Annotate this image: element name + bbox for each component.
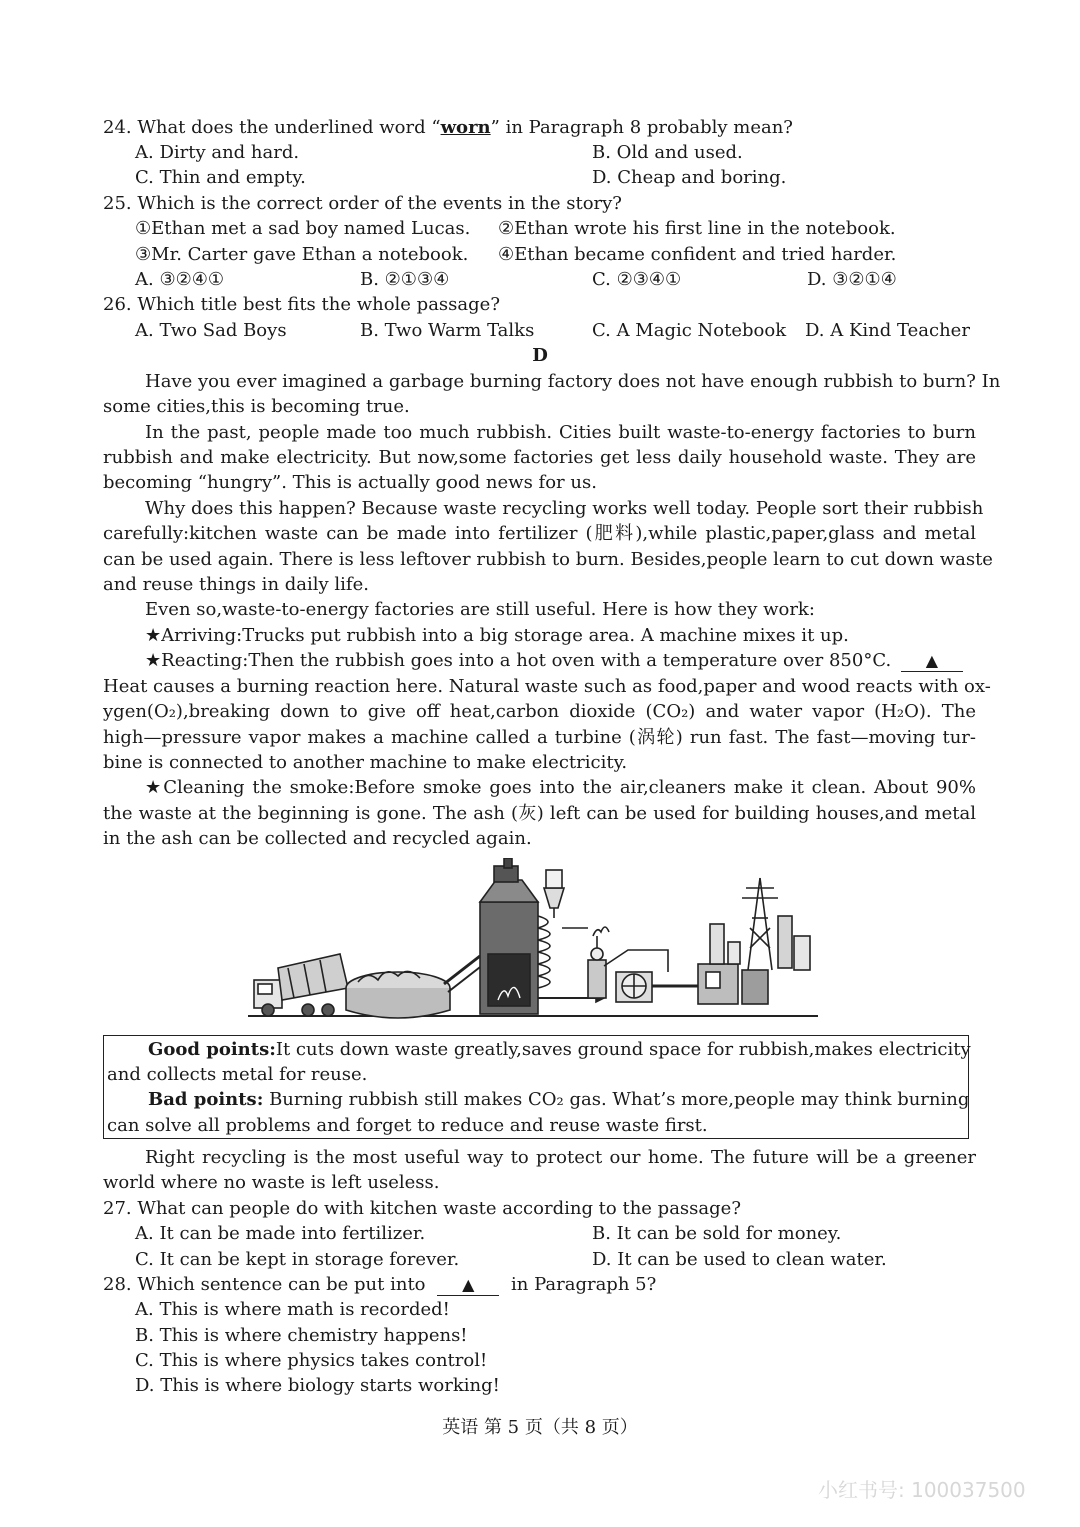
factory-illustration	[248, 858, 818, 1026]
passage-line: bine is connected to another machine to make electricity.	[103, 752, 628, 773]
passage-line: can be used again. There is less leftover rubbish to burn. Besides,people learn to cut down waste	[103, 549, 993, 570]
passage-line: ★Arriving:Trucks put rubbish into a big storage area. A machine mixes it up.	[145, 625, 849, 646]
q28-option-c: C. This is where physics takes control!	[135, 1350, 488, 1371]
section-letter: D	[532, 345, 548, 366]
q26-option-d: D. A Kind Teacher	[805, 320, 970, 341]
passage-line: world where no waste is left useless.	[103, 1172, 440, 1193]
q27-option-b: B. It can be sold for money.	[592, 1223, 842, 1244]
passage-line: becoming “hungry”. This is actually good news for us.	[103, 472, 597, 493]
passage-line: In the past, people made too much rubbish. Cities built waste-to-energy factories to burn	[145, 422, 976, 443]
q24-stem: 24. What does the underlined word “worn” in Paragraph 8 probably mean?	[103, 117, 793, 138]
passage-line: carefully:kitchen waste can be made into fertilizer (肥料),while plastic,paper,glass and metal	[103, 523, 976, 544]
q26-option-c: C. A Magic Notebook	[592, 320, 787, 341]
points-box	[103, 1035, 969, 1139]
q25-option-a: A. ③②④①	[135, 269, 224, 290]
q24-option-b: B. Old and used.	[592, 142, 743, 163]
passage-line: ygen(O₂),breaking down to give off heat,carbon dioxide (CO₂) and water vapor (H₂O). The	[103, 701, 976, 722]
passage-line: ★Cleaning the smoke:Before smoke goes into the air,cleaners make it clean. About 90%	[145, 777, 976, 798]
q26-option-a: A. Two Sad Boys	[135, 320, 287, 341]
q25-event-4: ④Ethan became confident and tried harder.	[498, 244, 897, 265]
watermark: 小红书号: 100037500	[818, 1478, 1026, 1502]
q24-option-c: C. Thin and empty.	[135, 167, 306, 188]
passage-line: Heat causes a burning reaction here. Natural waste such as food,paper and wood reacts with ox-	[103, 676, 991, 697]
passage-line: Have you ever imagined a garbage burning factory does not have enough rubbish to burn? In	[145, 371, 1001, 392]
q27-option-a: A. It can be made into fertilizer.	[135, 1223, 426, 1244]
passage-line: Why does this happen? Because waste recycling works well today. People sort their rubbish	[145, 498, 984, 519]
passage-line: high—pressure vapor makes a machine called a turbine (涡轮) run fast. The fast—moving tur-	[103, 727, 976, 748]
passage-line: some cities,this is becoming true.	[103, 396, 410, 417]
q25-option-d: D. ③②①④	[807, 269, 897, 290]
q26-stem: 26. Which title best fits the whole passage?	[103, 294, 500, 315]
answer-blank: ▲	[901, 651, 963, 672]
q25-option-c: C. ②③④①	[592, 269, 682, 290]
q28-stem: 28. Which sentence can be put into ▲ in Paragraph 5?	[103, 1274, 657, 1295]
page-footer: 英语 第 5 页（共 8 页）	[442, 1417, 638, 1438]
bad-points-cont: can solve all problems and forget to reduce and reuse waste first.	[107, 1115, 708, 1136]
q25-event-3: ③Mr. Carter gave Ethan a notebook.	[135, 244, 469, 265]
q27-stem: 27. What can people do with kitchen waste according to the passage?	[103, 1198, 741, 1219]
passage-line: the waste at the beginning is gone. The ash (灰) left can be used for building houses,and metal	[103, 803, 976, 824]
q28-option-d: D. This is where biology starts working!	[135, 1375, 500, 1396]
q28-option-b: B. This is where chemistry happens!	[135, 1325, 468, 1346]
bad-points: Bad points: Burning rubbish still makes CO₂ gas. What’s more,people may think burning	[148, 1089, 970, 1110]
good-points: Good points:It cuts down waste greatly,saves ground space for rubbish,makes electricity	[148, 1039, 971, 1060]
q24-option-a: A. Dirty and hard.	[135, 142, 300, 163]
underlined-word: worn	[440, 117, 491, 138]
q24-option-d: D. Cheap and boring.	[592, 167, 787, 188]
q25-event-2: ②Ethan wrote his first line in the notebook.	[498, 218, 896, 239]
passage-line: Even so,waste-to-energy factories are still useful. Here is how they work:	[145, 599, 815, 620]
q25-event-1: ①Ethan met a sad boy named Lucas.	[135, 218, 471, 239]
passage-line: Right recycling is the most useful way to protect our home. The future will be a greener	[145, 1147, 976, 1168]
passage-line: in the ash can be collected and recycled again.	[103, 828, 532, 849]
passage-line: ★Reacting:Then the rubbish goes into a hot oven with a temperature over 850°C. ▲	[145, 649, 963, 673]
q26-option-b: B. Two Warm Talks	[360, 320, 535, 341]
q25-option-b: B. ②①③④	[360, 269, 450, 290]
passage-line: rubbish and make electricity. But now,some factories get less daily household waste. They are	[103, 447, 976, 468]
q27-option-c: C. It can be kept in storage forever.	[135, 1249, 460, 1270]
answer-blank: ▲	[437, 1275, 499, 1296]
q27-option-d: D. It can be used to clean water.	[592, 1249, 887, 1270]
passage-line: and reuse things in daily life.	[103, 574, 369, 595]
good-points-cont: and collects metal for reuse.	[107, 1064, 368, 1085]
q28-option-a: A. This is where math is recorded!	[135, 1299, 450, 1320]
q25-stem: 25. Which is the correct order of the events in the story?	[103, 193, 622, 214]
